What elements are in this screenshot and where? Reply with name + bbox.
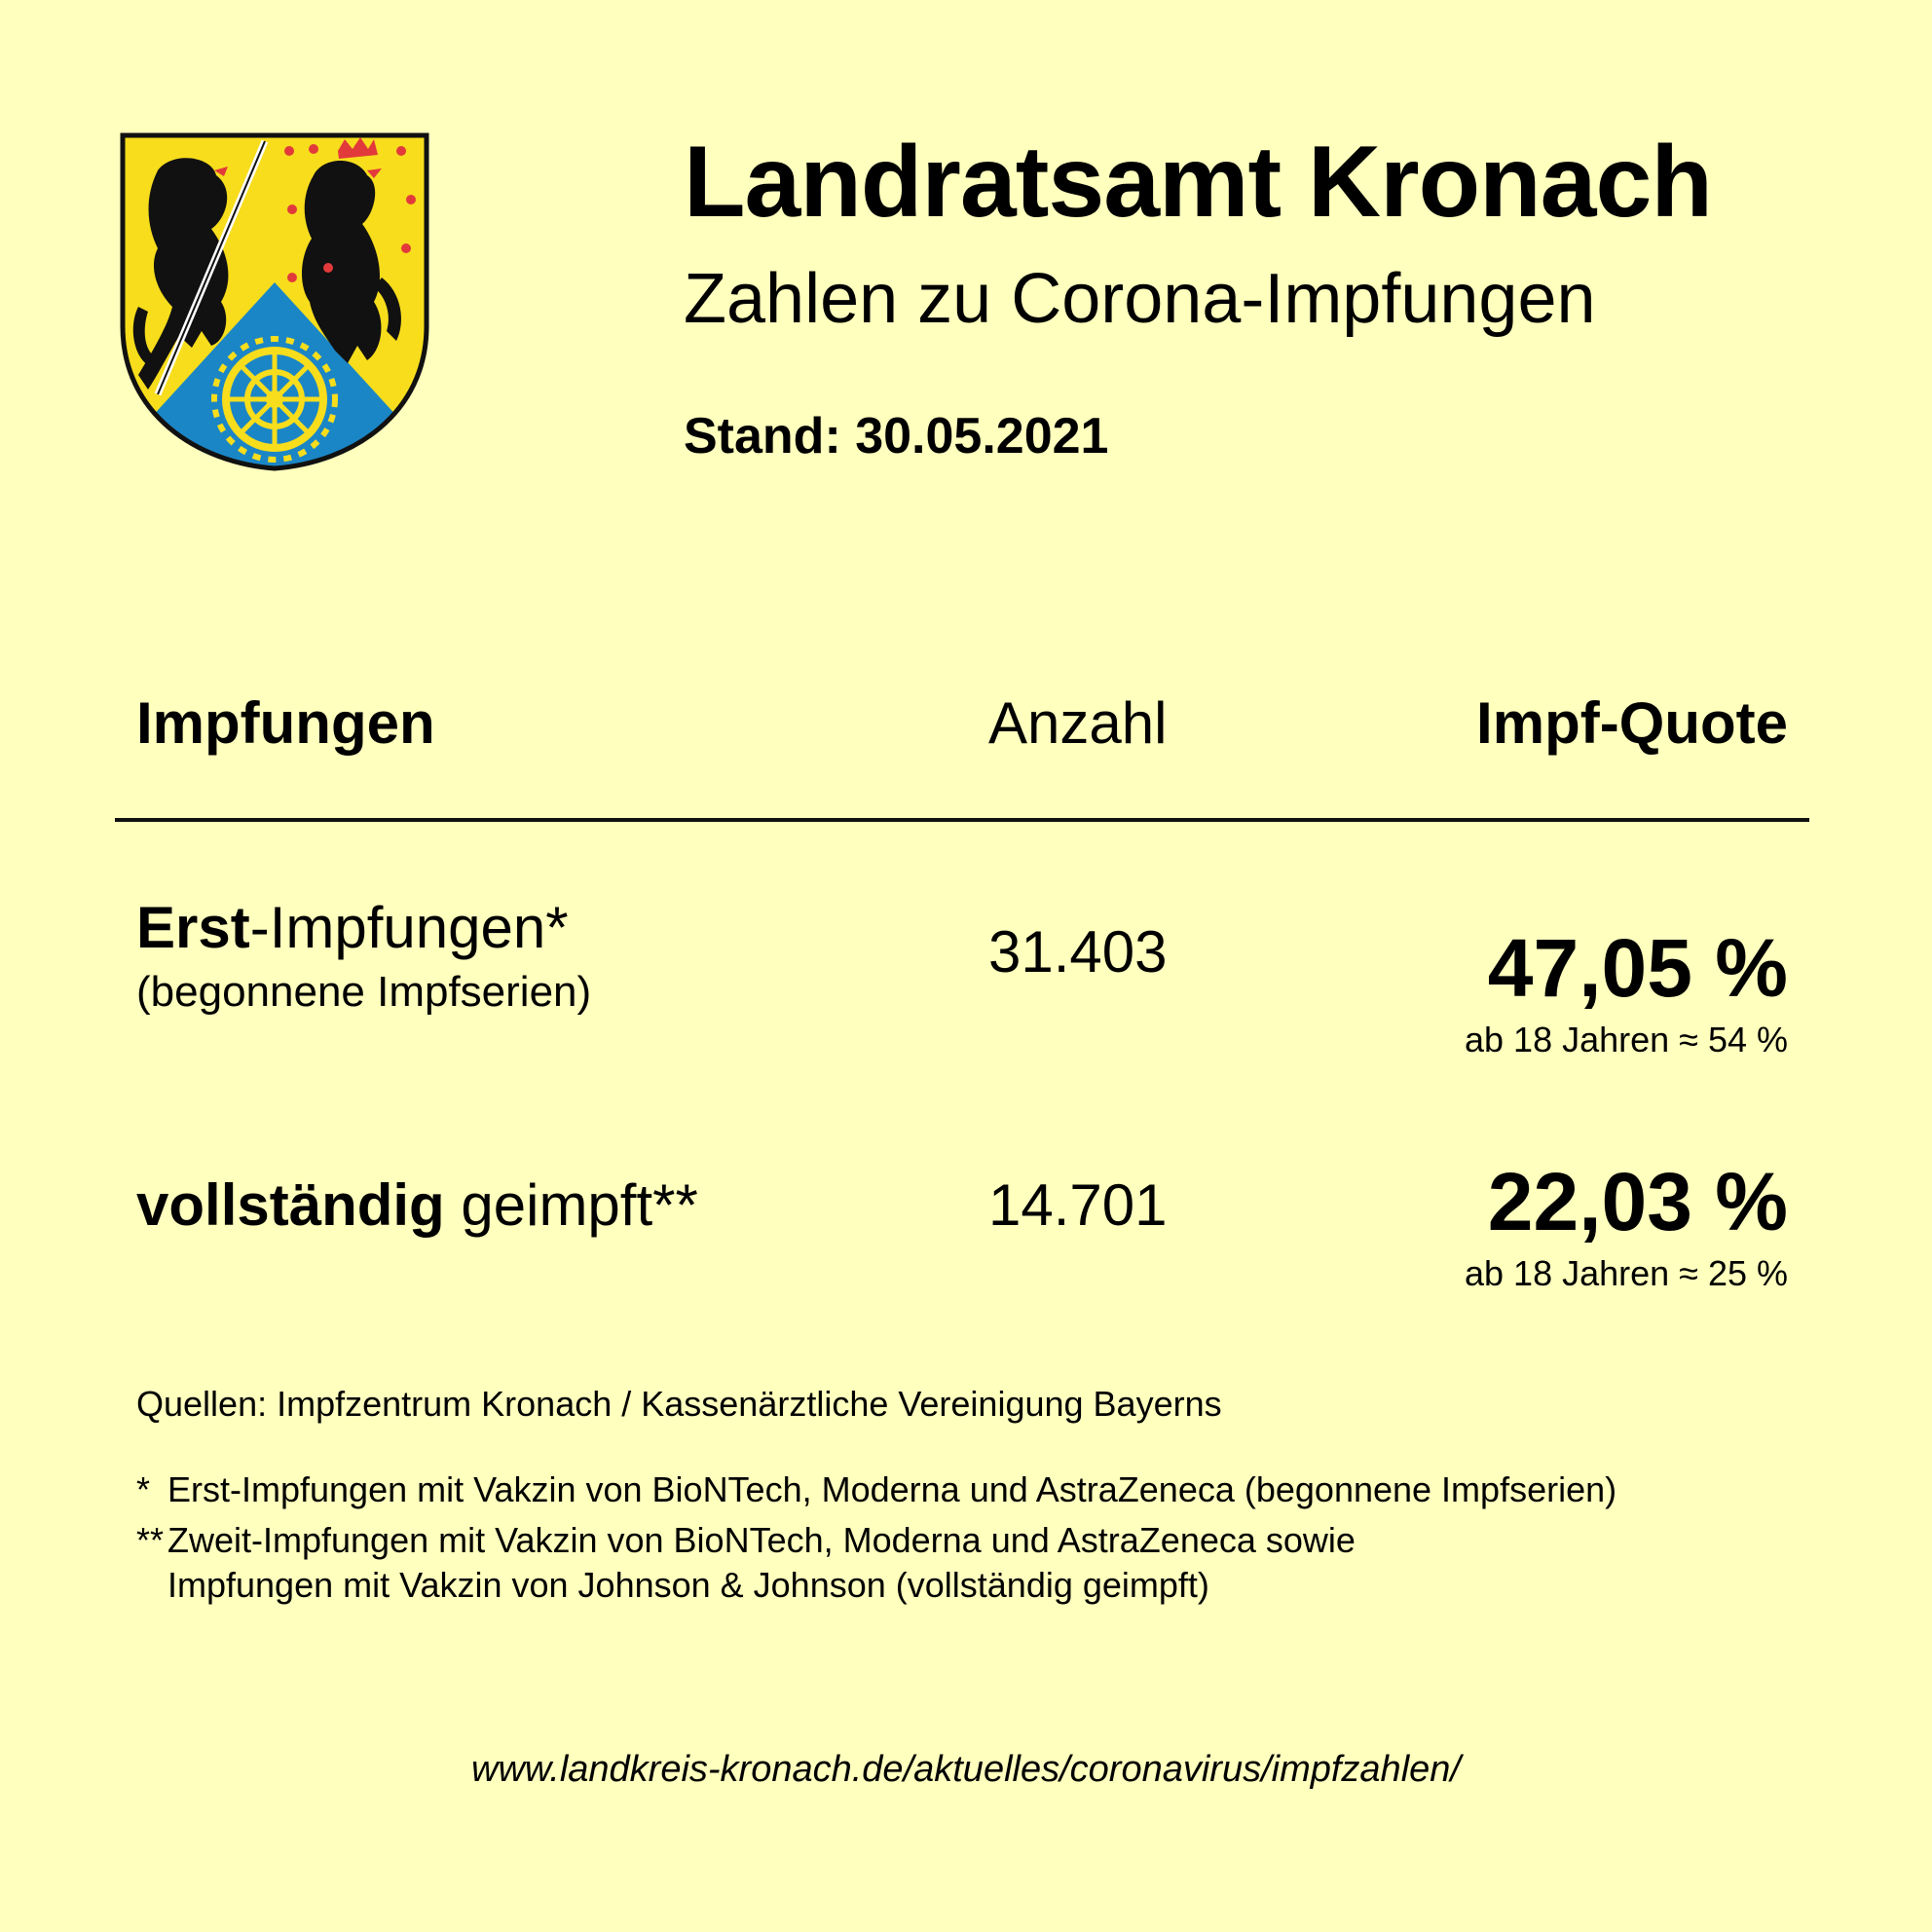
row-sublabel-erst: (begonnene Impfserien) <box>136 968 592 1016</box>
coat-of-arms-icon <box>119 131 430 472</box>
row-label-vollstaendig: vollständig geimpft** <box>136 1172 698 1238</box>
footnote-2-line-2: Impfungen mit Vakzin von Johnson & Johnson (vollständig geimpft) <box>167 1565 1209 1605</box>
header-divider <box>115 818 1809 822</box>
row-note-erst: ab 18 Jahren ≈ 54 % <box>1465 1020 1788 1059</box>
footnote-2: ** Zweit-Impfungen mit Vakzin von BioNTech, Moderna und AstraZeneca sowie <box>136 1520 1356 1560</box>
page-title: Landratsamt Kronach <box>684 126 1712 239</box>
row-quote-erst: 47,05 % <box>1487 922 1788 1014</box>
row-note-vollstaendig: ab 18 Jahren ≈ 25 % <box>1465 1253 1788 1293</box>
website-url: www.landkreis-kronach.de/aktuelles/coronavirus/impfzahlen/ <box>471 1749 1461 1790</box>
sources-text: Quellen: Impfzentrum Kronach / Kassenärztliche Vereinigung Bayerns <box>136 1384 1222 1424</box>
column-header-anzahl: Anzahl <box>988 690 1168 756</box>
column-header-quote: Impf-Quote <box>1476 690 1788 756</box>
row-count-erst: 31.403 <box>988 919 1168 985</box>
column-header-impfungen: Impfungen <box>136 690 435 756</box>
row-quote-vollstaendig: 22,03 % <box>1487 1156 1788 1247</box>
row-count-vollstaendig: 14.701 <box>988 1172 1168 1238</box>
row-label-erst: Erst-Impfungen* <box>136 895 569 960</box>
status-date: Stand: 30.05.2021 <box>684 408 1109 464</box>
footnote-1: * Erst-Impfungen mit Vakzin von BioNTech, Moderna und AstraZeneca (begonnene Impfserien) <box>136 1469 1617 1509</box>
page-subtitle: Zahlen zu Corona-Impfungen <box>684 260 1596 338</box>
